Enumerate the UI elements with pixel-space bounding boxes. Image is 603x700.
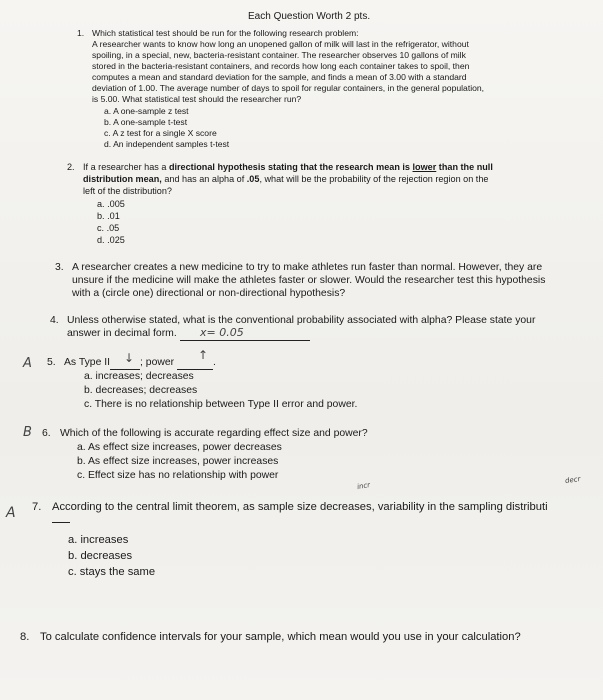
q2-line-3: left of the distribution? [83,186,172,196]
q4-line-2: answer in decimal form. [67,327,310,341]
q1-line-7: is 5.00. What statistical test should the researcher run? [92,94,302,104]
q5-number: 5. [47,357,56,368]
q6-margin-answer: B [23,425,32,440]
q1-line-5: computes a mean and standard deviation for the sample, and finds a mean of 3.00 with a standard [92,72,467,82]
q6-stem: Which of the following is accurate regarding effect size and power? [60,428,368,439]
q8-number: 8. [20,631,30,643]
page-header: Each Question Worth 2 pts. [248,11,371,22]
q3-line-3: with a (circle one) directional or non-directional hypothesis? [72,288,346,299]
q1-line-6: deviation of 1.00. The average number of days to spoil for regular containers, in the general population, [92,83,485,93]
q2-option-d[interactable]: d. .025 [97,235,125,245]
q1-option-d[interactable]: d. An independent samples t-test [104,139,230,149]
q4-handwritten-answer[interactable]: x= 0.05 [200,326,244,339]
q2-line-2: distribution mean, and has an alpha of .05, what will be the probability of the rejection region on the [83,174,489,184]
q3-line-2: unsure if the medicine will make the athletes faster or slower. Would the researcher test this hypothesis [72,275,546,286]
q7-number: 7. [32,501,42,513]
q5-option-a[interactable]: a. increases; decreases [84,371,194,382]
q5-margin-answer: A [23,356,32,371]
q4-line-1: Unless otherwise stated, what is the conventional probability associated with alpha? Please state your [67,315,536,326]
q6-option-c[interactable]: c. Effect size has no relationship with power [77,470,279,481]
q2-line-1: If a researcher has a directional hypothesis stating that the research mean is lower than the null [83,162,493,172]
q5-stem: As Type II ; power . [64,357,216,368]
q6-option-b[interactable]: b. As effect size increases, power increases [77,456,279,467]
q3-number: 3. [55,262,64,273]
q4-number: 4. [50,315,59,326]
q2-option-b[interactable]: b. .01 [97,211,120,221]
q7-option-c[interactable]: c. stays the same [68,566,156,578]
q6-number: 6. [42,428,51,439]
q6-option-a[interactable]: a. As effect size increases, power decreases [77,442,282,453]
q7-margin-answer: A [6,505,16,521]
q7-option-b[interactable]: b. decreases [68,550,133,562]
q1-line-3: spoiling, in a special, new, bacteria-resistant container. The researcher observes 10 gallons of milk [92,50,466,60]
q7-answer-blank[interactable] [52,522,70,523]
q5-handwritten-2[interactable]: ↑ [198,348,209,362]
q1-line-1: Which statistical test should be run for the following research problem: [92,28,359,38]
q5-option-c[interactable]: c. There is no relationship between Type II error and power. [84,399,358,410]
q2-option-a[interactable]: a. .005 [97,199,125,209]
q2-option-c[interactable]: c. .05 [97,223,120,233]
q5-option-b[interactable]: b. decreases; decreases [84,385,198,396]
q2-number: 2. [67,162,75,172]
q1-line-2: A researcher wants to know how long an unopened gallon of milk will last in the refrigerator, without [92,39,469,49]
q1-option-c[interactable]: c. A z test for a single X score [104,128,217,138]
q1-option-a[interactable]: a. A one-sample z test [104,106,189,116]
q8-stem: To calculate confidence intervals for your sample, which mean would you use in your calculation? [40,631,521,643]
q1-number: 1. [77,28,85,38]
q7-stem: According to the central limit theorem, as sample size decreases, variability in the sampling distributi [52,501,548,513]
q5-handwritten-1[interactable]: ↓ [124,351,135,365]
q1-line-4: stored in the bacteria-resistant containers, and records how long each container takes to spoil, then [92,61,470,71]
q3-line-1: A researcher creates a new medicine to try to make athletes run faster than normal. However, they are [72,262,543,273]
q6-pencil-note-1: incr [356,480,371,492]
q7-option-a[interactable]: a. increases [68,534,129,546]
q6-pencil-note-2: decr [564,474,581,486]
q1-option-b[interactable]: b. A one-sample t-test [104,117,188,127]
